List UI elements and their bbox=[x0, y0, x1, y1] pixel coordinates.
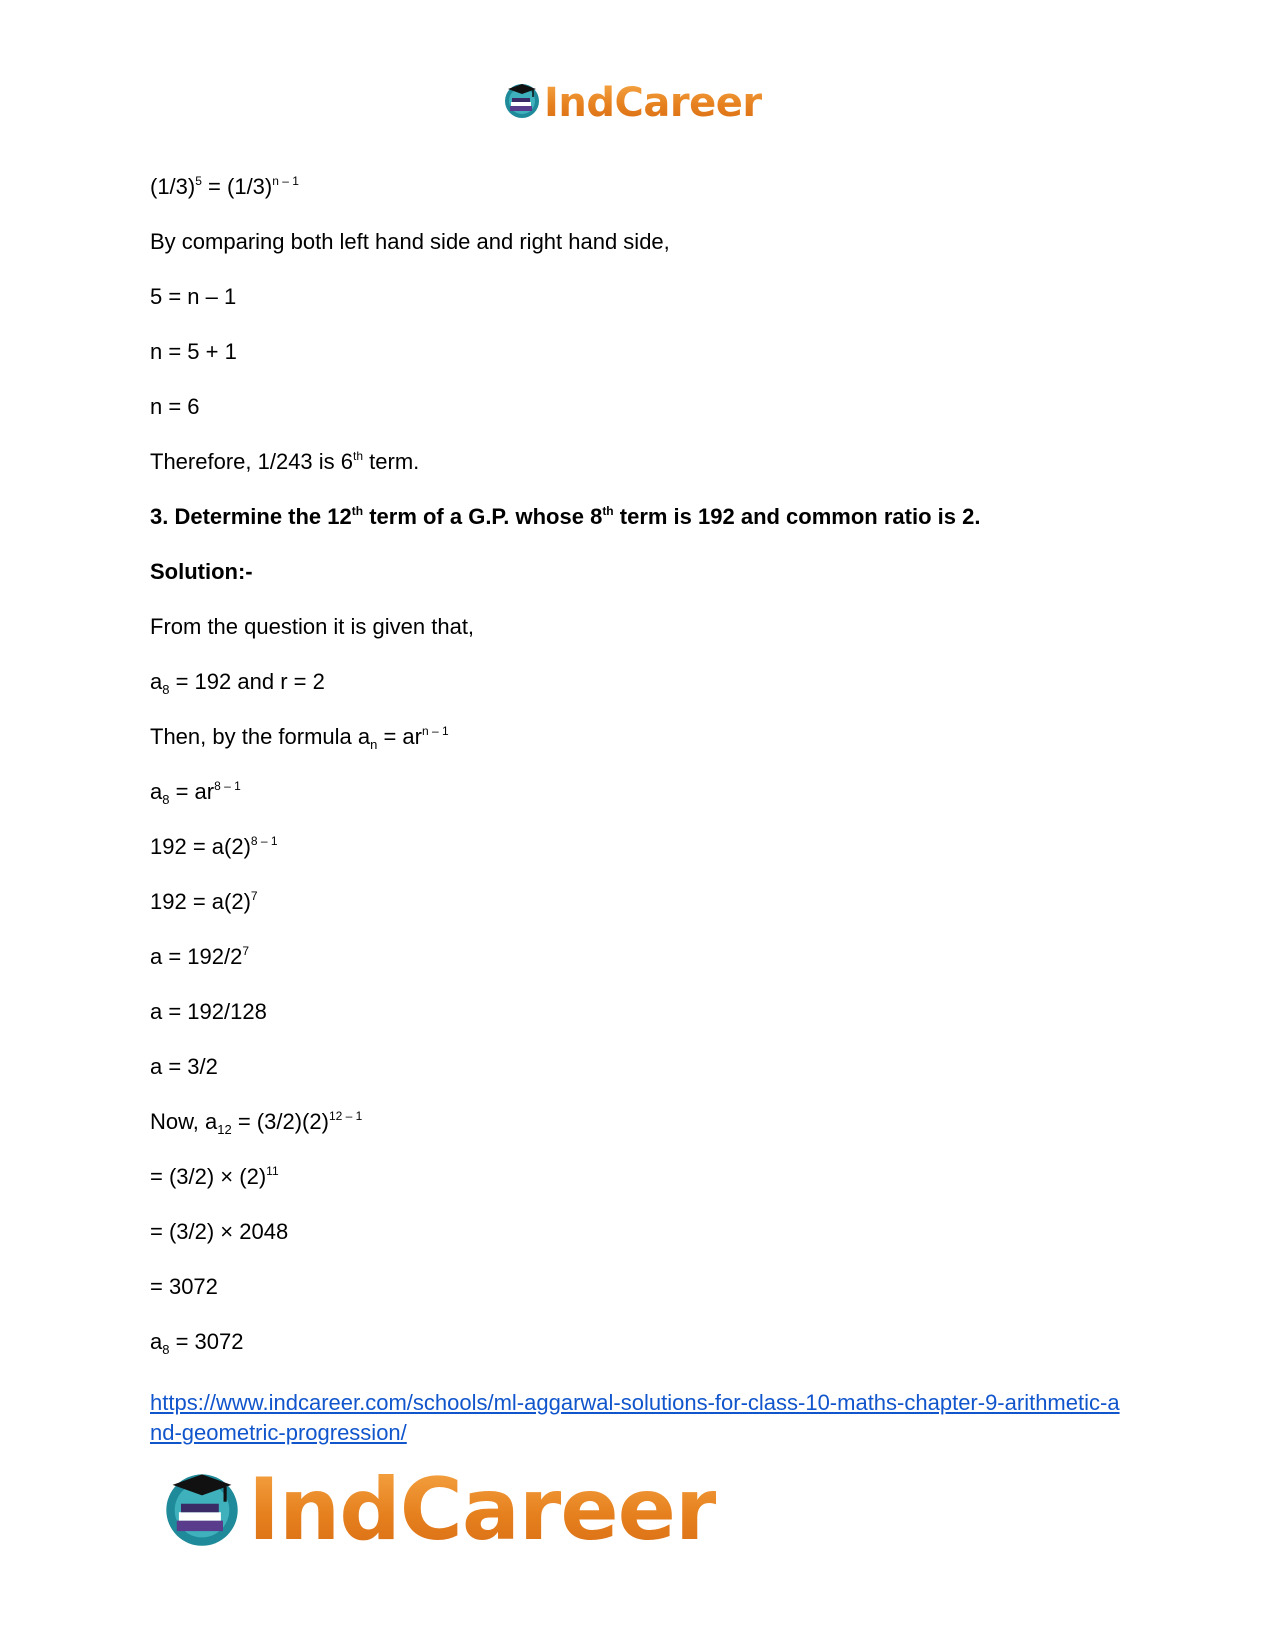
logo-icon bbox=[160, 1466, 244, 1555]
source-link[interactable]: https://www.indcareer.com/schools/ml-aggarwal-solutions-for-class-10-maths-chapter-9-arithmetic-and-geometric-progression/ bbox=[150, 1390, 1120, 1445]
logo-icon bbox=[502, 80, 542, 125]
equation-line: $192 = a(2)^7$ bbox=[150, 889, 258, 914]
text-line: By comparing both left hand side and right hand side, bbox=[150, 229, 670, 254]
equation-line: n = 5 + 1 bbox=[150, 339, 237, 364]
text-line: From the question it is given that, bbox=[150, 614, 475, 639]
equation-line: $a_8 = ar^{8 - 1}$ bbox=[150, 779, 241, 807]
equation-line: = (3/2) × 2048 bbox=[150, 1219, 289, 1244]
header-logo bbox=[502, 80, 762, 125]
footer-logo bbox=[160, 1462, 716, 1558]
equation-line: a = 3/2 bbox=[150, 1054, 218, 1079]
question-heading: 3. Determine the 12th term of a G.P. whose 8th term is 192 and common ratio is 2. bbox=[150, 504, 981, 529]
equation-line: $a = 192/2^7$ bbox=[150, 944, 250, 969]
logo-wordmark: IndCareer bbox=[544, 79, 762, 126]
solution-heading: Solution:- bbox=[150, 559, 253, 584]
equation-line: Now, $a_{12} = (3/2)(2)^{12 - 1}$ bbox=[150, 1109, 363, 1137]
equation-line: $192 = a(2)^{8 - 1}$ bbox=[150, 834, 278, 859]
equation-line: a = 192/128 bbox=[150, 999, 267, 1024]
equation-line: 5 = n – 1 bbox=[150, 284, 237, 309]
equation-line: $a_8 = 192$ and r = 2 bbox=[150, 669, 325, 697]
equation-line: Then, by the formula $a_n = ar^{n - 1}$ bbox=[150, 724, 449, 752]
logo-wordmark: IndCareer bbox=[248, 1460, 717, 1560]
equation-line: = $(3/2) \times (2)^{11}$ bbox=[150, 1164, 279, 1189]
equation-line: = 3072 bbox=[150, 1274, 218, 1299]
equation-line: $(1/3)^5 = (1/3)^{n - 1}$ bbox=[150, 174, 299, 199]
document-body bbox=[150, 172, 1150, 1382]
equation-line: n = 6 bbox=[150, 394, 200, 419]
text-line: Therefore, 1/243 is 6th term. bbox=[150, 449, 420, 474]
equation-line: $a_8 = 3072$ bbox=[150, 1329, 244, 1357]
